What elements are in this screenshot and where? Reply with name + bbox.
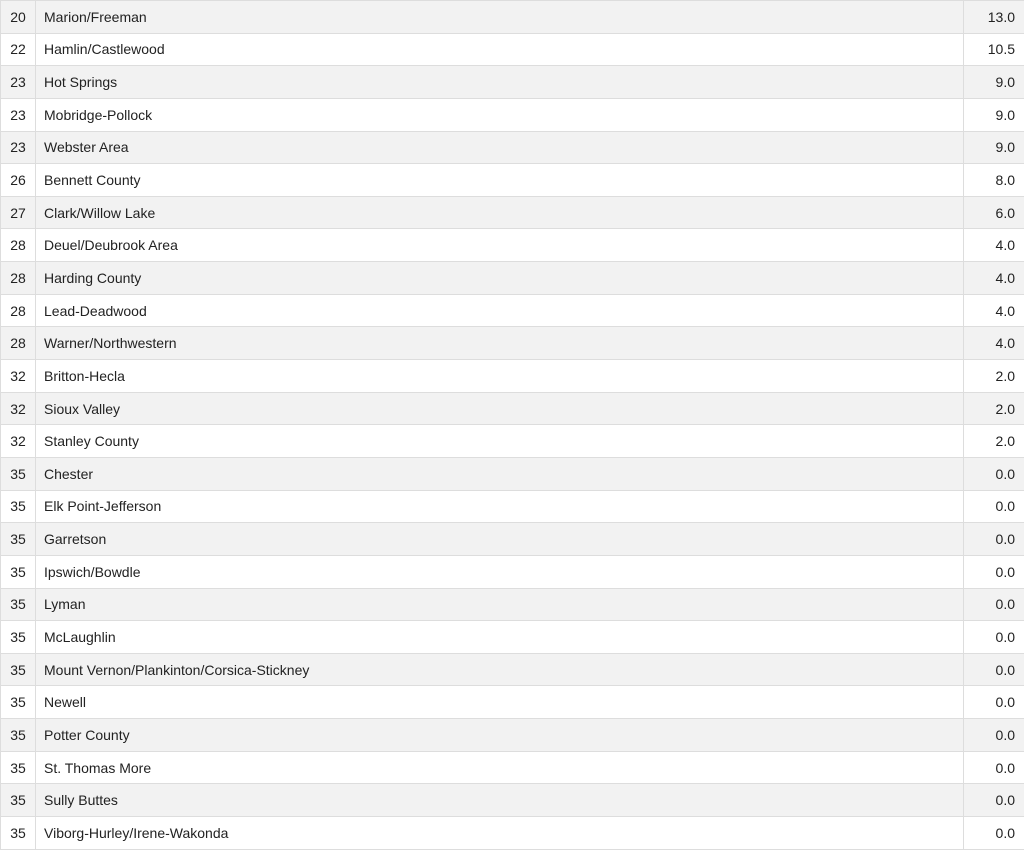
team-name-cell: Garretson: [36, 523, 964, 556]
points-cell: 0.0: [964, 621, 1024, 654]
table-row: [1, 1, 1024, 34]
table-row: [1, 98, 1024, 131]
table-row: [1, 751, 1024, 784]
points-cell: 0.0: [964, 588, 1024, 621]
team-name-cell: Hot Springs: [36, 66, 964, 99]
points-cell: 4.0: [964, 294, 1024, 327]
team-name-cell: Britton-Hecla: [36, 360, 964, 393]
team-name-cell: Mobridge-Pollock: [36, 98, 964, 131]
points-cell: 9.0: [964, 98, 1024, 131]
team-name-cell: Lead-Deadwood: [36, 294, 964, 327]
rank-cell: 32: [1, 360, 36, 393]
table-row: [1, 392, 1024, 425]
rank-cell: 20: [1, 1, 36, 34]
team-name-cell: Elk Point-Jefferson: [36, 490, 964, 523]
rank-cell: 26: [1, 164, 36, 197]
points-cell: 0.0: [964, 523, 1024, 556]
rank-cell: 27: [1, 196, 36, 229]
team-name-cell: Sully Buttes: [36, 784, 964, 817]
points-cell: 0.0: [964, 686, 1024, 719]
rank-cell: 35: [1, 457, 36, 490]
team-name-cell: Warner/Northwestern: [36, 327, 964, 360]
points-cell: 0.0: [964, 555, 1024, 588]
rank-cell: 32: [1, 392, 36, 425]
table-row: [1, 555, 1024, 588]
table-row: [1, 164, 1024, 197]
table-row: [1, 425, 1024, 458]
points-cell: 2.0: [964, 425, 1024, 458]
rank-cell: 35: [1, 523, 36, 556]
points-cell: 8.0: [964, 164, 1024, 197]
table-row: [1, 686, 1024, 719]
table-row: [1, 66, 1024, 99]
rank-cell: 35: [1, 490, 36, 523]
points-cell: 9.0: [964, 131, 1024, 164]
points-cell: 9.0: [964, 66, 1024, 99]
team-name-cell: Stanley County: [36, 425, 964, 458]
team-name-cell: Webster Area: [36, 131, 964, 164]
rank-cell: 32: [1, 425, 36, 458]
rank-cell: 28: [1, 229, 36, 262]
points-cell: 13.0: [964, 1, 1024, 34]
team-name-cell: Viborg-Hurley/Irene-Wakonda: [36, 817, 964, 850]
rank-cell: 35: [1, 588, 36, 621]
rank-cell: 28: [1, 294, 36, 327]
team-name-cell: Deuel/Deubrook Area: [36, 229, 964, 262]
rank-cell: 35: [1, 784, 36, 817]
table-row: [1, 719, 1024, 752]
table-row: [1, 262, 1024, 295]
rank-cell: 23: [1, 66, 36, 99]
points-cell: 2.0: [964, 360, 1024, 393]
points-cell: 4.0: [964, 229, 1024, 262]
points-cell: 4.0: [964, 327, 1024, 360]
rank-cell: 35: [1, 751, 36, 784]
table-row: [1, 196, 1024, 229]
table-row: [1, 457, 1024, 490]
points-cell: 0.0: [964, 457, 1024, 490]
rank-cell: 23: [1, 98, 36, 131]
points-cell: 0.0: [964, 653, 1024, 686]
team-name-cell: Mount Vernon/Plankinton/Corsica-Stickney: [36, 653, 964, 686]
table-row: [1, 653, 1024, 686]
rank-cell: 35: [1, 719, 36, 752]
points-cell: 10.5: [964, 33, 1024, 66]
points-cell: 0.0: [964, 817, 1024, 850]
table-row: [1, 327, 1024, 360]
table-row: [1, 33, 1024, 66]
table-row: [1, 229, 1024, 262]
table-row: [1, 588, 1024, 621]
rank-cell: 35: [1, 621, 36, 654]
team-name-cell: Hamlin/Castlewood: [36, 33, 964, 66]
rank-cell: 35: [1, 686, 36, 719]
rank-cell: 23: [1, 131, 36, 164]
points-cell: 4.0: [964, 262, 1024, 295]
team-name-cell: Marion/Freeman: [36, 1, 964, 34]
table-row: [1, 621, 1024, 654]
team-name-cell: Sioux Valley: [36, 392, 964, 425]
table-row: [1, 131, 1024, 164]
points-cell: 0.0: [964, 719, 1024, 752]
points-cell: 6.0: [964, 196, 1024, 229]
team-name-cell: Chester: [36, 457, 964, 490]
points-cell: 0.0: [964, 751, 1024, 784]
team-name-cell: Bennett County: [36, 164, 964, 197]
team-name-cell: McLaughlin: [36, 621, 964, 654]
team-name-cell: Harding County: [36, 262, 964, 295]
team-name-cell: Ipswich/Bowdle: [36, 555, 964, 588]
rank-cell: 28: [1, 262, 36, 295]
table-row: [1, 360, 1024, 393]
table-row: [1, 294, 1024, 327]
rank-cell: 35: [1, 653, 36, 686]
team-name-cell: Lyman: [36, 588, 964, 621]
table-row: [1, 784, 1024, 817]
table-row: [1, 490, 1024, 523]
team-name-cell: St. Thomas More: [36, 751, 964, 784]
points-cell: 2.0: [964, 392, 1024, 425]
team-name-cell: Newell: [36, 686, 964, 719]
table-row: [1, 817, 1024, 850]
team-name-cell: Clark/Willow Lake: [36, 196, 964, 229]
points-cell: 0.0: [964, 784, 1024, 817]
rank-cell: 22: [1, 33, 36, 66]
rank-cell: 35: [1, 817, 36, 850]
team-name-cell: Potter County: [36, 719, 964, 752]
table-row: [1, 523, 1024, 556]
rank-cell: 28: [1, 327, 36, 360]
points-cell: 0.0: [964, 490, 1024, 523]
rank-cell: 35: [1, 555, 36, 588]
